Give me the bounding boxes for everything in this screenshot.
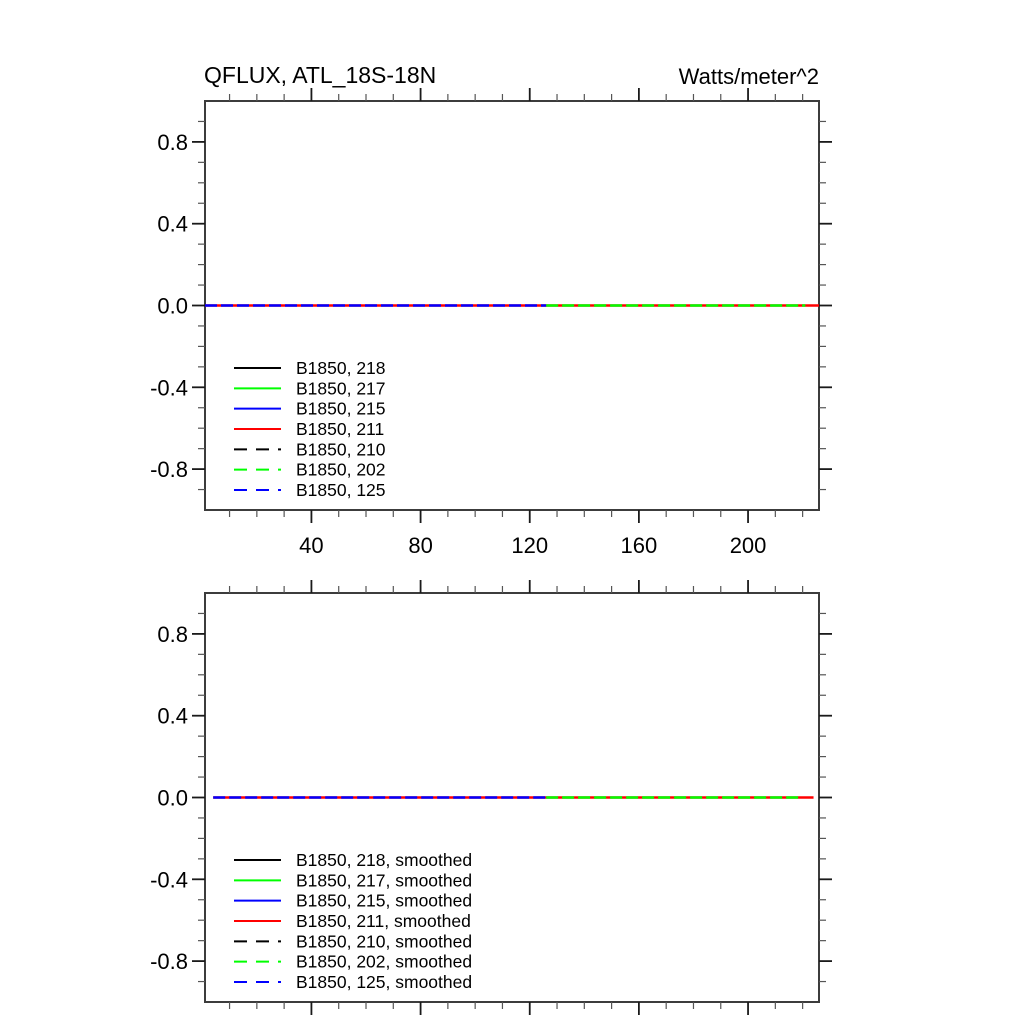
legend-label: B1850, 217 bbox=[296, 378, 386, 399]
legend-label: B1850, 210 bbox=[296, 439, 386, 460]
legend-label: B1850, 218, smoothed bbox=[296, 850, 473, 870]
legend-label: B1850, 125, smoothed bbox=[296, 971, 473, 992]
legend-label: B1850, 217, smoothed bbox=[296, 870, 473, 891]
legend-label: B1850, 202 bbox=[296, 459, 386, 480]
x-tick-label: 80 bbox=[408, 533, 433, 558]
x-tick-label: 200 bbox=[729, 533, 767, 558]
y-tick-label: 0.8 bbox=[157, 621, 188, 647]
y-tick-label: -0.8 bbox=[150, 457, 188, 483]
legend-label: B1850, 218 bbox=[296, 358, 386, 378]
y-tick-label: 0.4 bbox=[157, 703, 188, 729]
legend-label: B1850, 215, smoothed bbox=[296, 890, 473, 911]
panel-raw bbox=[150, 88, 832, 558]
x-tick-label: 160 bbox=[620, 533, 658, 558]
y-tick-label: -0.4 bbox=[150, 867, 188, 893]
legend-label: B1850, 210, smoothed bbox=[296, 931, 473, 952]
legend-label: B1850, 215 bbox=[296, 398, 386, 419]
x-tick-label: 40 bbox=[299, 533, 324, 558]
y-tick-label: 0.0 bbox=[157, 785, 188, 811]
legend-label: B1850, 211 bbox=[296, 418, 385, 439]
legend-label: B1850, 125 bbox=[296, 479, 386, 500]
x-tick-label: 120 bbox=[511, 533, 549, 558]
legend-label: B1850, 211, smoothed bbox=[296, 910, 471, 931]
y-tick-label: 0.4 bbox=[157, 211, 188, 237]
y-tick-label: 0.0 bbox=[157, 293, 188, 319]
y-tick-label: 0.8 bbox=[157, 129, 188, 155]
chart-title: QFLUX, ATL_18S-18N bbox=[204, 62, 437, 88]
units-label: Watts/meter^2 bbox=[678, 64, 819, 89]
y-tick-label: -0.4 bbox=[150, 375, 188, 401]
y-tick-label: -0.8 bbox=[150, 949, 188, 975]
panel-smoothed bbox=[150, 580, 832, 1015]
legend-label: B1850, 202, smoothed bbox=[296, 951, 473, 972]
